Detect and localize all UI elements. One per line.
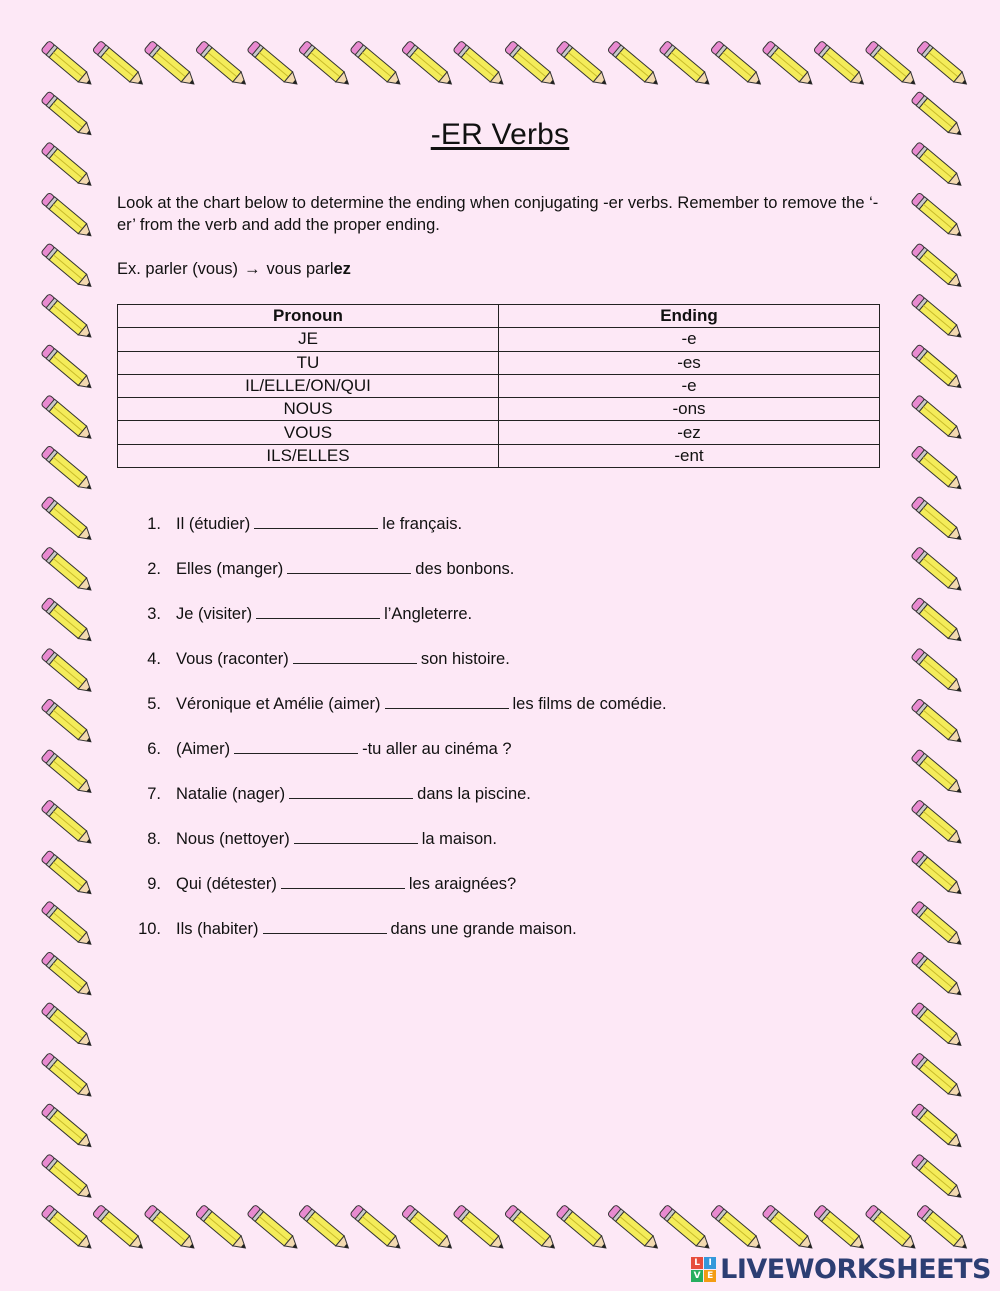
answer-blank[interactable] [289, 782, 413, 799]
pronoun-cell: JE [118, 328, 499, 351]
pencil-icon [41, 445, 95, 494]
exercise-rest: dans une grande maison. [390, 920, 577, 938]
pencil-icon [911, 648, 965, 697]
ending-cell: -ons [499, 398, 880, 421]
pencil-icon [92, 1204, 146, 1253]
pencil-icon [911, 293, 965, 342]
pencil-icon [41, 1154, 95, 1203]
exercise-rest: des bonbons. [415, 560, 515, 578]
pencil-icon [911, 1154, 965, 1203]
pencil-icon [41, 546, 95, 595]
pencil-icon [453, 40, 507, 89]
example-prefix: Ex. parler (vous) [117, 260, 239, 278]
pencil-icon [41, 951, 95, 1000]
pronoun-cell: NOUS [118, 398, 499, 421]
pronoun-cell: TU [118, 351, 499, 374]
pencil-icon [911, 1002, 965, 1051]
exercise-prompt: Nous (nettoyer) [176, 830, 290, 848]
pencil-icon [92, 40, 146, 89]
pencil-icon [911, 1052, 965, 1101]
table-header-row [118, 305, 880, 328]
exercise-item [117, 692, 667, 737]
logo-text: LIVEWORKSHEETS [720, 1254, 991, 1285]
exercise-number: 4. [147, 650, 161, 668]
example-result: vous parl [266, 260, 334, 278]
exercise-number: 1. [147, 515, 161, 533]
exercise-rest: l’Angleterre. [384, 605, 473, 623]
example-line [117, 260, 351, 279]
pencil-icon [911, 445, 965, 494]
exercise-item [117, 512, 667, 557]
header-pronoun: Pronoun [118, 305, 499, 328]
exercise-rest: les films de comédie. [512, 695, 667, 713]
pencil-icon [453, 1204, 507, 1253]
exercise-number: 6. [147, 740, 161, 758]
exercise-number: 8. [147, 830, 161, 848]
pencil-icon [401, 1204, 455, 1253]
answer-blank[interactable] [234, 737, 358, 754]
pencil-icon [195, 1204, 249, 1253]
pencil-icon [911, 243, 965, 292]
pencil-icon [556, 40, 610, 89]
pencil-icon [911, 496, 965, 545]
pencil-icon [41, 850, 95, 899]
pencil-icon [144, 40, 198, 89]
table-row [118, 374, 880, 397]
pencil-icon [144, 1204, 198, 1253]
pencil-icon [41, 496, 95, 545]
pencil-icon [916, 1204, 970, 1253]
table-row [118, 328, 880, 351]
exercise-rest: la maison. [421, 830, 497, 848]
pencil-icon [41, 1204, 95, 1253]
pencil-icon [916, 40, 970, 89]
pencil-icon [607, 1204, 661, 1253]
exercise-item [117, 737, 667, 782]
ending-cell: -e [499, 374, 880, 397]
pencil-icon [911, 951, 965, 1000]
table-row [118, 398, 880, 421]
pronoun-cell: VOUS [118, 421, 499, 444]
pencil-icon [41, 597, 95, 646]
answer-blank[interactable] [293, 647, 417, 664]
pencil-icon [41, 40, 95, 89]
header-ending: Ending [499, 305, 880, 328]
pencil-icon [41, 192, 95, 241]
pencil-icon [41, 1052, 95, 1101]
pencil-icon [911, 799, 965, 848]
pencil-icon [504, 40, 558, 89]
pencil-icon [911, 850, 965, 899]
ending-cell: -e [499, 328, 880, 351]
exercise-prompt: Ils (habiter) [176, 920, 259, 938]
ending-cell: -es [499, 351, 880, 374]
pronoun-cell: IL/ELLE/ON/QUI [118, 374, 499, 397]
exercise-rest: dans la piscine. [417, 785, 531, 803]
pencil-icon [41, 1103, 95, 1152]
table-row [118, 351, 880, 374]
pencil-icon [41, 243, 95, 292]
pencil-icon [607, 40, 661, 89]
pencil-icon [41, 648, 95, 697]
pencil-icon [556, 1204, 610, 1253]
pencil-icon [911, 597, 965, 646]
exercise-item [117, 917, 667, 962]
pencil-icon [298, 40, 352, 89]
exercise-item [117, 827, 667, 872]
pencil-icon [911, 192, 965, 241]
exercise-number: 10. [138, 920, 161, 938]
pencil-icon [911, 344, 965, 393]
ending-cell: -ez [499, 421, 880, 444]
logo-icon [691, 1257, 716, 1282]
logo-letter: E [704, 1270, 716, 1282]
pencil-icon [350, 1204, 404, 1253]
pencil-icon [195, 40, 249, 89]
pencil-icon [41, 901, 95, 950]
exercise-rest: le français. [382, 515, 463, 533]
exercise-number: 5. [147, 695, 161, 713]
pencil-icon [813, 40, 867, 89]
answer-blank[interactable] [385, 692, 509, 709]
logo-letter: L [691, 1257, 703, 1269]
pencil-icon [41, 698, 95, 747]
table-row [118, 421, 880, 444]
pronoun-cell: ILS/ELLES [118, 444, 499, 467]
exercise-number: 9. [147, 875, 161, 893]
exercise-item [117, 557, 667, 602]
pencil-icon [659, 40, 713, 89]
logo-letter: I [704, 1257, 716, 1269]
answer-blank[interactable] [294, 827, 418, 844]
exercise-prompt: Je (visiter) [176, 605, 253, 623]
pencil-icon [911, 1103, 965, 1152]
pencil-icon [865, 40, 919, 89]
pencil-icon [401, 40, 455, 89]
pencil-icon [247, 1204, 301, 1253]
pencil-icon [41, 1002, 95, 1051]
pencil-icon [41, 749, 95, 798]
exercise-item [117, 872, 667, 917]
answer-blank[interactable] [263, 917, 387, 934]
exercise-item [117, 647, 667, 692]
pencil-icon [762, 40, 816, 89]
pencil-icon [911, 395, 965, 444]
logo-letter: V [691, 1270, 703, 1282]
pencil-icon [41, 799, 95, 848]
pencil-icon [911, 546, 965, 595]
pencil-icon [911, 698, 965, 747]
exercise-prompt: Véronique et Amélie (aimer) [176, 695, 381, 713]
table-row [118, 444, 880, 467]
pencil-icon [911, 901, 965, 950]
exercise-rest: -tu aller au cinéma ? [362, 740, 512, 758]
exercise-item [117, 602, 667, 647]
pencil-icon [659, 1204, 713, 1253]
exercise-prompt: Qui (détester) [176, 875, 277, 893]
pencil-icon [762, 1204, 816, 1253]
exercise-number: 3. [147, 605, 161, 623]
arrow-icon: → [244, 260, 261, 278]
pencil-icon [41, 293, 95, 342]
endings-table [117, 304, 880, 468]
instructions-text: Look at the chart below to determine the ending when conjugating -er verbs. Remember to remove the ‘-er’ from the verb and add the proper ending. [117, 194, 879, 234]
exercise-item [117, 782, 667, 827]
exercise-number: 2. [147, 560, 161, 578]
pencil-icon [504, 1204, 558, 1253]
exercise-prompt: Il (étudier) [176, 515, 251, 533]
answer-blank[interactable] [256, 602, 380, 619]
exercise-prompt: Vous (raconter) [176, 650, 289, 668]
exercise-list [117, 512, 667, 962]
answer-blank[interactable] [287, 557, 411, 574]
pencil-icon [41, 395, 95, 444]
exercise-number: 7. [147, 785, 161, 803]
pencil-icon [298, 1204, 352, 1253]
liveworksheets-logo[interactable] [691, 1254, 991, 1285]
ending-cell: -ent [499, 444, 880, 467]
answer-blank[interactable] [281, 872, 405, 889]
example-ending: ez [333, 260, 351, 278]
page-title: -ER Verbs [430, 118, 570, 151]
pencil-icon [911, 749, 965, 798]
answer-blank[interactable] [254, 512, 378, 529]
pencil-icon [350, 40, 404, 89]
pencil-icon [865, 1204, 919, 1253]
pencil-icon [710, 1204, 764, 1253]
exercise-prompt: Natalie (nager) [176, 785, 286, 803]
exercise-prompt: (Aimer) [176, 740, 231, 758]
pencil-icon [41, 344, 95, 393]
exercise-rest: son histoire. [420, 650, 510, 668]
exercise-rest: les araignées? [408, 875, 517, 893]
pencil-icon [247, 40, 301, 89]
pencil-icon [813, 1204, 867, 1253]
pencil-icon [710, 40, 764, 89]
exercise-prompt: Elles (manger) [176, 560, 284, 578]
